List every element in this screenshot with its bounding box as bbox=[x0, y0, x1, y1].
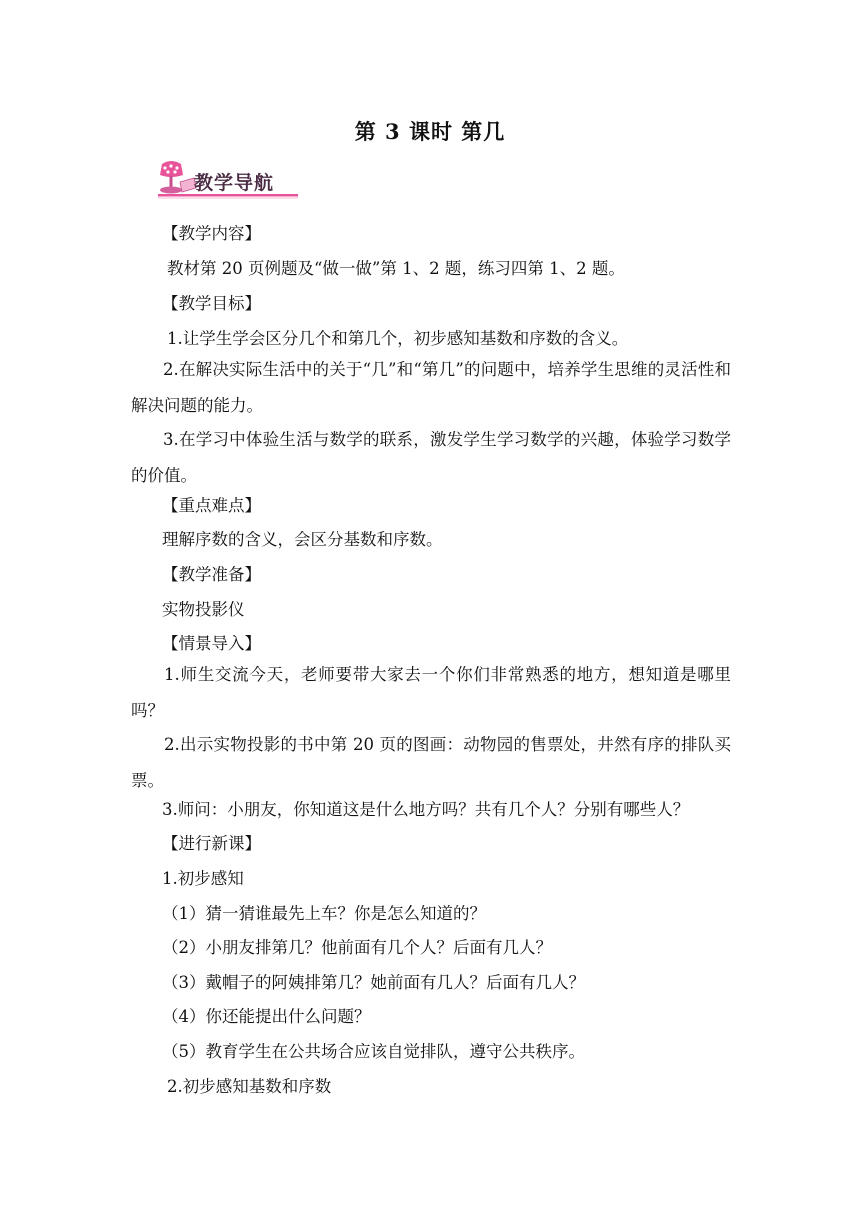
question-5: （5）教育学生在公共场合应该自觉排队，遵守公共秩序。 bbox=[162, 1042, 585, 1061]
goal-1: 1.让学生学会区分几个和第几个，初步感知基数和序数的含义。 bbox=[167, 329, 629, 348]
prep-text: 实物投影仪 bbox=[162, 600, 245, 619]
page-title: 第 3 课时 第几 bbox=[354, 119, 506, 144]
goals-header: 【教学目标】 bbox=[162, 294, 261, 313]
new-header: 【进行新课】 bbox=[162, 834, 261, 853]
goal-2: 2.在解决实际生活中的关于“几”和“第几”的问题中，培养学生思维的灵活性和解决问题的能力。 bbox=[131, 360, 731, 415]
key-header: 【重点难点】 bbox=[162, 496, 261, 515]
question-1: （1）猜一猜谁最先上车？你是怎么知道的？ bbox=[162, 904, 486, 923]
intro-3: 3.师问：小朋友，你知道这是什么地方吗？共有几个人？分别有哪些人？ bbox=[162, 800, 690, 819]
goal-3: 3.在学习中体验生活与数学的联系，激发学生学习数学的兴趣，体验学习数学的价值。 bbox=[131, 430, 731, 485]
section-banner bbox=[154, 158, 300, 200]
intro-1: 1.师生交流今天，老师要带大家去一个你们非常熟悉的地方，想知道是哪里吗？ bbox=[131, 665, 731, 720]
intro-header: 【情景导入】 bbox=[162, 634, 261, 653]
question-4: （4）你还能提出什么问题？ bbox=[162, 1007, 371, 1026]
new-step-1: 1.初步感知 bbox=[162, 869, 244, 888]
question-2: （2）小朋友排第几？他前面有几个人？后面有几人？ bbox=[162, 938, 552, 957]
banner-label: 教学导航 bbox=[194, 172, 275, 194]
intro-2: 2.出示实物投影的书中第 20 页的图画：动物园的售票处，井然有序的排队买票。 bbox=[131, 735, 731, 790]
key-text: 理解序数的含义，会区分基数和序数。 bbox=[162, 530, 443, 549]
prep-header: 【教学准备】 bbox=[162, 565, 261, 584]
question-3: （3）戴帽子的阿姨排第几？她前面有几人？后面有几人？ bbox=[162, 973, 585, 992]
content-header: 【教学内容】 bbox=[162, 224, 261, 243]
new-step-2: 2.初步感知基数和序数 bbox=[167, 1077, 332, 1096]
content-text: 教材第 20 页例题及“做一做”第 1、2 题，练习四第 1、2 题。 bbox=[167, 259, 625, 278]
